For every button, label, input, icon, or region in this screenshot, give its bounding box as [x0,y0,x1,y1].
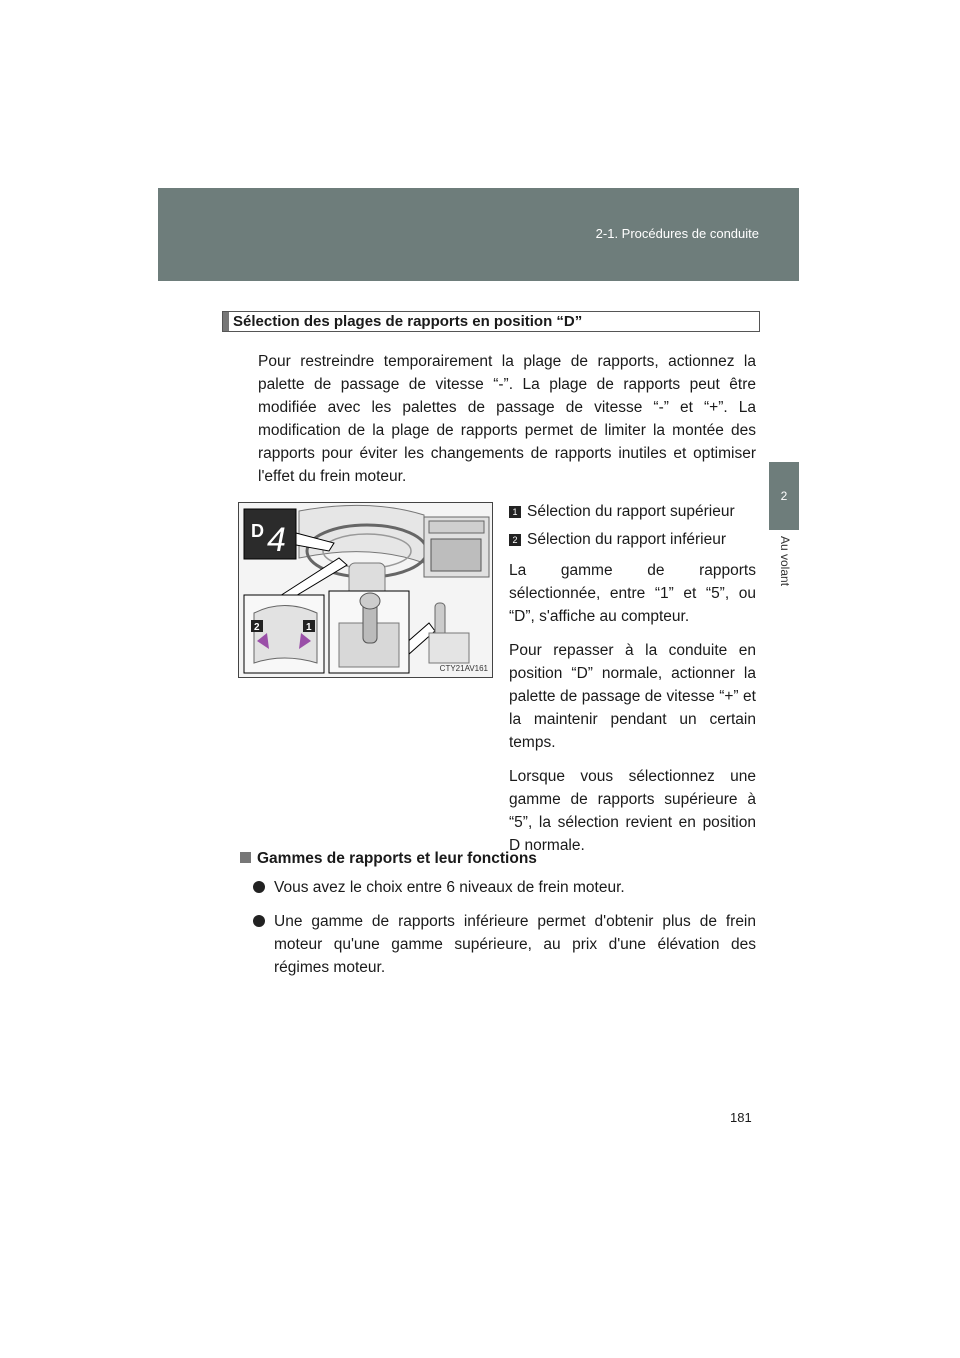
legend-and-notes [509,500,756,857]
intro-paragraph: Pour restreindre temporairement la plage de rapports, actionnez la palette de passage de vitesse “-”. La plage de rapports peut être modifiée avec les palettes de passage de vitesse “-” et “+”. La modification de la plage de rapports permet de limiter la montée des rapports pour éviter les changements de rapports inutiles et optimiser l'effet du frein moteur. [258,353,756,485]
bullet-text-2: Une gamme de rapports inférieure permet d'obtenir plus de frein moteur qu'une gamme supérieure, au prix d'une élévation des régimes moteur. [274,913,756,976]
note-paragraph-2: Pour repasser à la conduite en position “D” normale, actionner la palette de passage de vitesse “+” et la maintenir pendant un certain temps. [509,642,756,751]
figure-code: CTY21AV161 [439,664,488,673]
legend-item-2 [509,528,756,551]
side-tab-number: 2 [769,462,799,530]
page-number: 181 [730,1110,752,1125]
legend-text-2: Sélection du rapport inférieur [527,531,727,548]
bullet-dot-icon [253,881,265,893]
note-paragraph-1: La gamme de rapports sélectionnée, entre “1” et “5”, ou “D”, s'affiche au compteur. [509,562,756,625]
cockpit-drawing [239,503,493,678]
display-digit: 4 [267,521,286,559]
bullet-dot-icon [253,915,265,927]
paddle-shift-illustration [238,502,493,678]
legend-number-2: 2 [509,534,521,546]
display-letter: D [251,521,264,541]
legend-text-1: Sélection du rapport supérieur [527,503,735,520]
side-tab-label: Au volant [778,536,792,587]
subheading [240,850,537,868]
note-paragraph-3: Lorsque vous sélectionnez une gamme de rapports supérieure à “5”, la sélection revient en position D normale. [509,768,756,854]
legend-item-1 [509,500,756,523]
legend-number-1: 1 [509,506,521,518]
section-title: Sélection des plages de rapports en position “D” [222,311,760,332]
chapter-title: 2-1. Procédures de conduite [595,226,759,241]
bullet-text-1: Vous avez le choix entre 6 niveaux de frein moteur. [274,879,625,896]
callout-1: 1 [306,622,312,633]
bullet-item-2 [274,910,756,979]
callout-2: 2 [254,622,260,633]
square-bullet-icon [240,852,251,863]
subheading-text: Gammes de rapports et leur fonctions [257,850,537,867]
header-band [158,188,799,281]
bullet-item-1 [274,876,756,899]
